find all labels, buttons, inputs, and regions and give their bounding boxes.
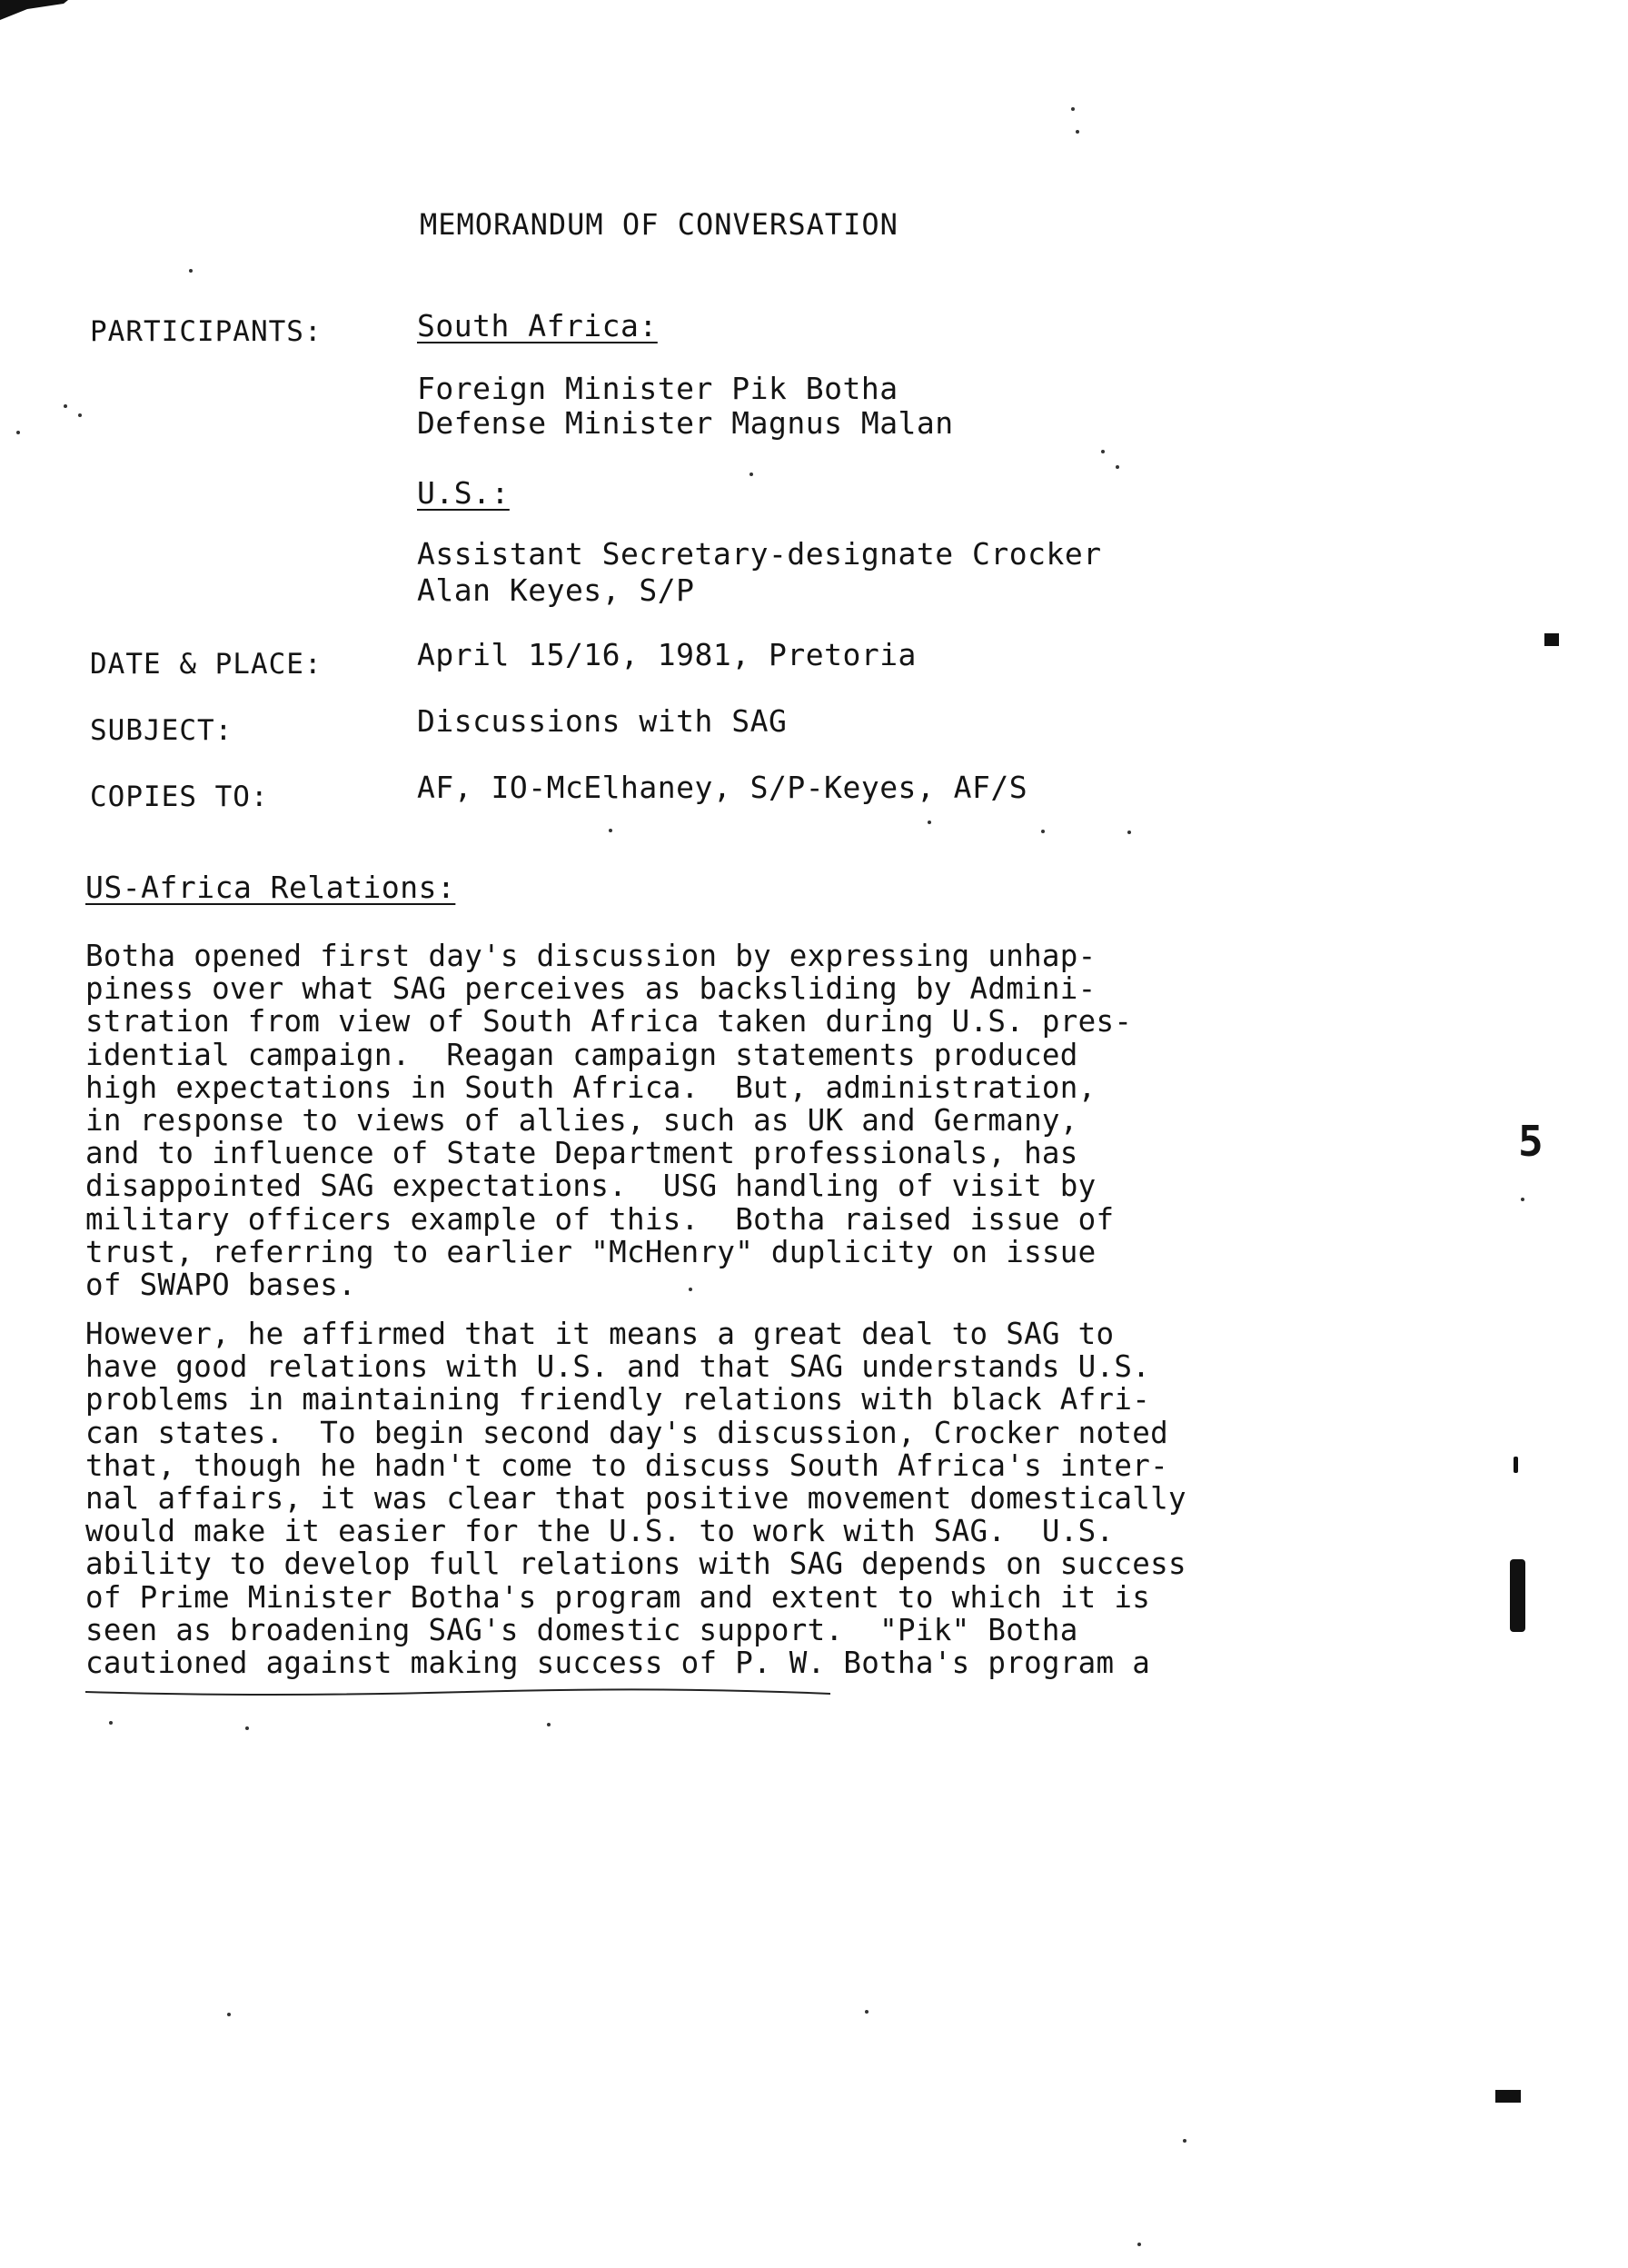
scan-speck [1137,2243,1141,2246]
paragraph-line: ability to develop full relations with SAG depends on success [85,1547,1186,1582]
scan-speck [78,413,82,417]
scan-speck [245,1726,249,1730]
date-place-label: DATE & PLACE: [90,648,323,681]
margin-block-mark [1544,633,1559,646]
copies-value: AF, IO-McElhaney, S/P-Keyes, AF/S [417,770,1028,805]
scan-speck [1076,130,1079,134]
paragraph-line: cautioned against making success of P. W. Botha's program a [85,1646,1151,1681]
corner-scan-mark [0,0,73,27]
paragraph-line: would make it easier for the U.S. to work with SAG. U.S. [85,1514,1115,1549]
paragraph-1 [85,940,1339,1301]
paragraph-line: piness over what SAG perceives as backsliding by Admini- [85,971,1097,1007]
scan-speck [1116,465,1119,469]
paragraph-line: trust, referring to earlier "McHenry" duplicity on issue [85,1234,1097,1269]
margin-bar-mark [1510,1559,1525,1632]
scan-speck [1101,450,1105,453]
paragraph-line: high expectations in South Africa. But, administration, [85,1069,1097,1105]
underline-scrawl [85,1686,830,1705]
subject-value: Discussions with SAG [417,703,788,739]
scan-speck [1183,2139,1186,2143]
paragraph-line: problems in maintaining friendly relations with black Afri- [85,1382,1151,1418]
participants-label: PARTICIPANTS: [90,315,323,348]
us-participant-1: Assistant Secretary-designate Crocker [417,536,1102,572]
scan-speck [749,472,753,476]
paragraph-line: and to influence of State Department professionals, has [85,1136,1078,1171]
scan-speck [689,1288,692,1291]
us-heading: U.S.: [417,475,510,511]
sa-participant-1: Foreign Minister Pik Botha [417,371,898,406]
scan-speck [64,404,67,408]
scan-speck [865,2010,869,2014]
scan-speck [109,1721,113,1725]
scan-speck [189,269,193,273]
paragraph-line: of SWAPO bases. [85,1268,356,1303]
scan-speck [1127,831,1131,834]
paragraph-line: that, though he hadn't come to discuss South Africa's inter- [85,1447,1168,1483]
section-heading: US-Africa Relations: [85,870,456,905]
scan-speck [16,431,20,434]
scan-speck [1521,1198,1524,1201]
paragraph-line: Botha opened first day's discussion by expressing unhap- [85,939,1097,973]
margin-number-mark: 5 [1518,1117,1544,1166]
paragraph-line: have good relations with U.S. and that SAG understands U.S. [85,1349,1151,1385]
scan-speck [227,2013,231,2016]
date-place-value: April 15/16, 1981, Pretoria [417,637,917,672]
margin-tick-mark [1514,1457,1518,1473]
scan-speck [547,1723,551,1726]
sa-participant-2: Defense Minister Magnus Malan [417,405,954,441]
scan-speck [1071,107,1075,111]
scan-speck [609,829,612,832]
south-africa-heading: South Africa: [417,308,658,343]
paragraph-line: stration from view of South Africa taken during U.S. pres- [85,1004,1133,1040]
scan-speck [928,821,931,824]
margin-block-mark [1495,2090,1521,2103]
paragraph-line: nal affairs, it was clear that positive movement domestically [85,1481,1186,1517]
paragraph-line: idential campaign. Reagan campaign statements produced [85,1037,1078,1072]
scan-speck [1041,830,1045,833]
paragraph-line: of Prime Minister Botha's program and extent to which it is [85,1579,1151,1615]
copies-label: COPIES TO: [90,781,269,813]
paragraph-line: However, he affirmed that it means a great deal to SAG to [85,1317,1115,1351]
paragraph-line: military officers example of this. Botha raised issue of [85,1201,1115,1237]
us-participant-2: Alan Keyes, S/P [417,572,695,608]
memo-title: MEMORANDUM OF CONVERSATION [420,207,898,242]
paragraph-line: in response to views of allies, such as UK and Germany, [85,1103,1078,1139]
subject-label: SUBJECT: [90,714,233,747]
paragraph-line: seen as broadening SAG's domestic support. "Pik" Botha [85,1612,1078,1647]
paragraph-line: disappointed SAG expectations. USG handling of visit by [85,1169,1097,1204]
paragraph-2 [85,1318,1339,1679]
paragraph-line: can states. To begin second day's discussion, Crocker noted [85,1415,1168,1450]
